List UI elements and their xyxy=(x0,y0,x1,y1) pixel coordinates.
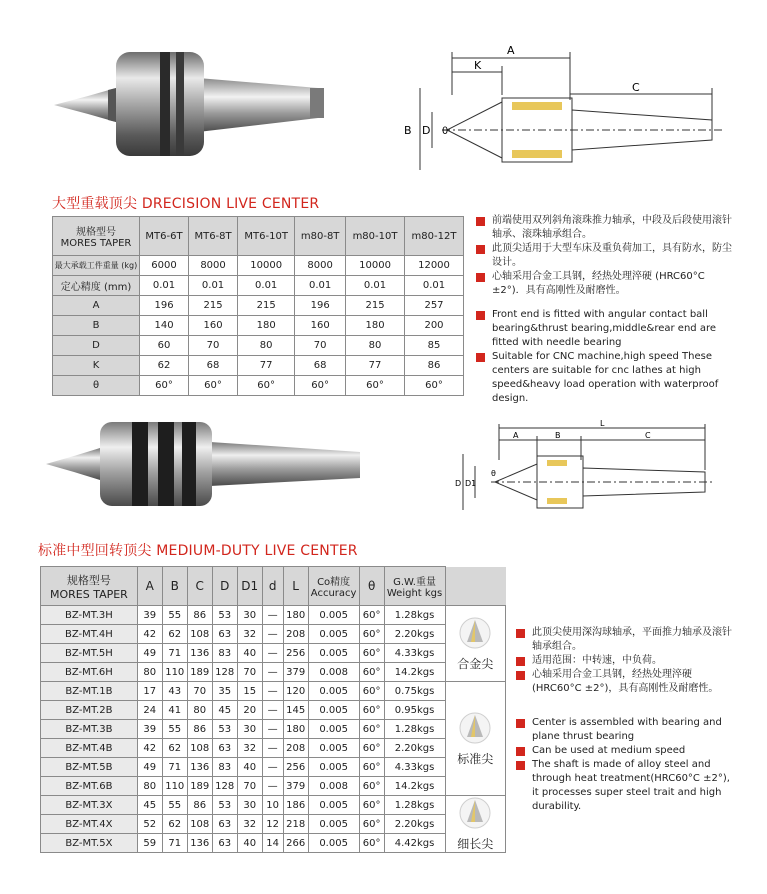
table-row xyxy=(41,758,506,777)
table-cell: 0.005 xyxy=(308,625,359,644)
table-cell: 32 xyxy=(237,739,262,758)
table-cell: 60° xyxy=(359,720,384,739)
table-cell: 71 xyxy=(162,758,187,777)
list-item: The shaft is made of alloy steel and through heat treatment(HRC60°C ±2°), it processes super steel trait and high durability. xyxy=(516,758,738,814)
table-row: 定心精度 (mm) 0.01 0.01 0.01 0.01 0.01 0.01 xyxy=(53,276,464,296)
table-cell: 42 xyxy=(137,625,162,644)
table-cell: 63 xyxy=(212,815,237,834)
diagram2-label-l: L xyxy=(600,420,605,428)
table1-col-header: m80-8T xyxy=(295,217,346,256)
table-cell: 12 xyxy=(262,815,283,834)
table-cell: 53 xyxy=(212,796,237,815)
table-cell: 62 xyxy=(162,739,187,758)
table-cell: 0.75kgs xyxy=(384,682,445,701)
table-row: K 62 68 77 68 77 86 xyxy=(53,356,464,376)
table-cell: — xyxy=(262,777,283,796)
model-cell: BZ-MT.4B xyxy=(41,739,138,758)
table-cell: 42 xyxy=(137,739,162,758)
diagram-label-c: C xyxy=(632,81,640,94)
table-cell: 86 xyxy=(187,796,212,815)
table-cell: 0.005 xyxy=(308,739,359,758)
table-cell: 70 xyxy=(237,663,262,682)
table-cell: 60° xyxy=(359,606,384,625)
table-cell: 30 xyxy=(237,720,262,739)
section2-title: 标准中型回转顶尖 MEDIUM-DUTY LIVE CENTER xyxy=(38,543,358,559)
table-cell: 30 xyxy=(237,796,262,815)
table-row xyxy=(41,739,506,758)
tip-cone-icon xyxy=(458,796,492,830)
section1-title: 大型重载顶尖 DRECISION LIVE CENTER xyxy=(52,196,320,212)
table-cell: 60° xyxy=(359,815,384,834)
table-cell: 83 xyxy=(212,644,237,663)
table-cell: 60° xyxy=(359,777,384,796)
table-cell: 180 xyxy=(283,720,308,739)
table-cell: 110 xyxy=(162,663,187,682)
table-cell: 60° xyxy=(359,739,384,758)
table-cell: 70 xyxy=(187,682,212,701)
table2-header-a: A xyxy=(137,567,162,606)
table-row xyxy=(41,625,506,644)
table-cell: 2.20kgs xyxy=(384,815,445,834)
table-cell: 145 xyxy=(283,701,308,720)
table-cell: 43 xyxy=(162,682,187,701)
tip-cone-icon xyxy=(458,711,492,745)
list-item: 前端使用双列斜角滚珠推力轴承，中段及后段使用滚针轴承、滚珠轴承组合。 xyxy=(476,214,738,242)
table-row: D 60 70 80 70 80 85 xyxy=(53,336,464,356)
table-cell: 208 xyxy=(283,739,308,758)
table-cell: 86 xyxy=(187,720,212,739)
list-item: 心轴采用合金工具钢，经热处理淬硬 (HRC60°C ±2°)．具有高刚性及耐磨性。 xyxy=(476,270,738,298)
table-cell: 108 xyxy=(187,625,212,644)
table-cell: 20 xyxy=(237,701,262,720)
table-cell: 30 xyxy=(237,606,262,625)
diagram-label-a: A xyxy=(507,44,515,57)
table-cell: 15 xyxy=(237,682,262,701)
table-cell: 0.005 xyxy=(308,834,359,853)
model-cell: BZ-MT.1B xyxy=(41,682,138,701)
table-cell: 80 xyxy=(187,701,212,720)
table-cell: 218 xyxy=(283,815,308,834)
table-cell: 128 xyxy=(212,777,237,796)
table-cell: 379 xyxy=(283,663,308,682)
table-cell: 17 xyxy=(137,682,162,701)
table-cell: 60° xyxy=(359,644,384,663)
diagram2-label-d: D xyxy=(455,479,462,488)
model-cell: BZ-MT.5B xyxy=(41,758,138,777)
heavy-duty-center-diagram xyxy=(402,40,732,190)
table-cell: 0.005 xyxy=(308,701,359,720)
diagram2-label-a: A xyxy=(513,431,519,440)
table-cell: 60° xyxy=(359,701,384,720)
model-cell: BZ-MT.4H xyxy=(41,625,138,644)
table-cell: — xyxy=(262,701,283,720)
table-cell: 60° xyxy=(359,796,384,815)
table-cell: 53 xyxy=(212,606,237,625)
table1-col-header: MT6-10T xyxy=(238,217,295,256)
tip-cone-icon xyxy=(458,616,492,650)
table-cell: 62 xyxy=(162,815,187,834)
diagram2-label-theta: θ xyxy=(491,469,496,478)
bullet-square-icon xyxy=(516,671,525,680)
tip-type-label: 标准尖 xyxy=(457,751,494,766)
model-cell: BZ-MT.5H xyxy=(41,644,138,663)
table-cell: 0.005 xyxy=(308,644,359,663)
model-cell: BZ-MT.6B xyxy=(41,777,138,796)
table-cell: 49 xyxy=(137,644,162,663)
table2-header-d1: D1 xyxy=(237,567,262,606)
table-cell: 136 xyxy=(187,644,212,663)
table-cell: 189 xyxy=(187,777,212,796)
table-cell: 24 xyxy=(137,701,162,720)
list-item: 此顶尖使用深沟球轴承，平面推力轴承及滚针轴承组合。 xyxy=(516,626,738,654)
bullet-square-icon xyxy=(516,719,525,728)
diagram2-label-c: C xyxy=(645,431,651,440)
bullet-square-icon xyxy=(516,747,525,756)
tip-type-cell xyxy=(445,606,505,682)
tip-type-label: 合金尖 xyxy=(457,656,494,671)
table-cell: 53 xyxy=(212,720,237,739)
table-row xyxy=(41,777,506,796)
table-cell: 40 xyxy=(237,758,262,777)
table-row: B 140 160 180 160 180 200 xyxy=(53,316,464,336)
table-cell: 0.005 xyxy=(308,815,359,834)
table-cell: 0.005 xyxy=(308,796,359,815)
table-cell: 0.008 xyxy=(308,663,359,682)
table-cell: 180 xyxy=(283,606,308,625)
medium-duty-spec-table xyxy=(40,566,506,853)
table-cell: 80 xyxy=(137,777,162,796)
table-cell: 4.33kgs xyxy=(384,644,445,663)
table-cell: 32 xyxy=(237,625,262,644)
table-cell: 10 xyxy=(262,796,283,815)
table-cell: 1.28kgs xyxy=(384,606,445,625)
list-item: Can be used at medium speed xyxy=(516,744,738,758)
section1-notes xyxy=(476,214,738,406)
table-cell: 2.20kgs xyxy=(384,739,445,758)
table-cell: 0.008 xyxy=(308,777,359,796)
bullet-square-icon xyxy=(516,657,525,666)
table-cell: 4.42kgs xyxy=(384,834,445,853)
table-cell: 128 xyxy=(212,663,237,682)
table-cell: 256 xyxy=(283,644,308,663)
diagram-label-k: K xyxy=(474,59,482,72)
table-cell: 108 xyxy=(187,739,212,758)
diagram-label-theta: θ xyxy=(442,126,449,137)
table-row xyxy=(41,720,506,739)
table-row xyxy=(41,644,506,663)
table2-header-accuracy: Co精度 Accuracy xyxy=(308,567,359,606)
table-cell: 39 xyxy=(137,720,162,739)
list-item: 适用范围：中转速，中负荷。 xyxy=(516,654,738,668)
table-row xyxy=(41,815,506,834)
tip-type-cell xyxy=(445,682,505,796)
list-item: 心轴采用合金工具钢，经热处理淬硬 (HRC60°C ±2°)，具有高刚性及耐磨性。 xyxy=(516,668,738,696)
diagram2-label-b: B xyxy=(555,431,561,440)
table-row xyxy=(41,701,506,720)
table-cell: 63 xyxy=(212,739,237,758)
table-row xyxy=(41,682,506,701)
diagram-label-d: D xyxy=(422,124,431,137)
heavy-duty-spec-table xyxy=(52,216,464,396)
table2-header-b: B xyxy=(162,567,187,606)
table2-header-c: C xyxy=(187,567,212,606)
model-cell: BZ-MT.3B xyxy=(41,720,138,739)
bullet-square-icon xyxy=(476,311,485,320)
table-cell: 45 xyxy=(137,796,162,815)
table2-header-weight: G.W.重量 Weight kgs xyxy=(384,567,445,606)
table-cell: 0.005 xyxy=(308,682,359,701)
table-row: A 196 215 215 196 215 257 xyxy=(53,296,464,316)
list-item: Center is assembled with bearing and plane thrust bearing xyxy=(516,716,738,744)
table-cell: 108 xyxy=(187,815,212,834)
table-cell: 60° xyxy=(359,758,384,777)
table-cell: 63 xyxy=(212,834,237,853)
table-cell: 14 xyxy=(262,834,283,853)
table1-col-header: MT6-6T xyxy=(140,217,189,256)
table1-col-header: m80-10T xyxy=(346,217,405,256)
bullet-square-icon xyxy=(476,353,485,362)
table-cell: 83 xyxy=(212,758,237,777)
table-cell: — xyxy=(262,758,283,777)
table-cell: 70 xyxy=(237,777,262,796)
table2-header-theta: θ xyxy=(359,567,384,606)
model-cell: BZ-MT.5X xyxy=(41,834,138,853)
table-cell: 63 xyxy=(212,625,237,644)
table-cell: 14.2kgs xyxy=(384,777,445,796)
table-cell: — xyxy=(262,625,283,644)
tip-type-label: 细长尖 xyxy=(457,837,494,851)
model-cell: BZ-MT.3H xyxy=(41,606,138,625)
table-cell: 35 xyxy=(212,682,237,701)
table-cell: — xyxy=(262,720,283,739)
table-cell: 0.005 xyxy=(308,606,359,625)
table-cell: — xyxy=(262,663,283,682)
table1-header-label: 规格型号 MORES TAPER xyxy=(53,217,140,256)
table2-header-d: D xyxy=(212,567,237,606)
list-item: Front end is fitted with angular contact ball bearing&thrust bearing,middle&rear end are fitted with needle bearing xyxy=(476,308,738,350)
table-cell: 39 xyxy=(137,606,162,625)
bullet-square-icon xyxy=(516,761,525,770)
heavy-duty-live-center-photo xyxy=(48,30,338,180)
table-cell: 0.005 xyxy=(308,758,359,777)
table-cell: 0.005 xyxy=(308,720,359,739)
table-cell: 60° xyxy=(359,663,384,682)
table-cell: 379 xyxy=(283,777,308,796)
table1-col-header: m80-12T xyxy=(405,217,464,256)
table-cell: 2.20kgs xyxy=(384,625,445,644)
table2-header-small-d: d xyxy=(262,567,283,606)
diagram-label-b: B xyxy=(404,124,412,137)
medium-duty-center-diagram xyxy=(455,420,725,520)
table-cell: 186 xyxy=(283,796,308,815)
bullet-square-icon xyxy=(476,217,485,226)
table2-header-model: 规格型号 MORES TAPER xyxy=(41,567,138,606)
table1-col-header: MT6-8T xyxy=(189,217,238,256)
table-cell: 55 xyxy=(162,720,187,739)
table-row xyxy=(41,834,506,853)
bullet-square-icon xyxy=(476,245,485,254)
table-cell: 52 xyxy=(137,815,162,834)
table-cell: 60° xyxy=(359,834,384,853)
table-cell: — xyxy=(262,739,283,758)
table-row xyxy=(41,796,506,815)
section2-notes xyxy=(516,626,738,814)
model-cell: BZ-MT.3X xyxy=(41,796,138,815)
model-cell: BZ-MT.6H xyxy=(41,663,138,682)
table-cell: 208 xyxy=(283,625,308,644)
table-cell: 60° xyxy=(359,682,384,701)
table-cell: 0.95kgs xyxy=(384,701,445,720)
table-cell: 60° xyxy=(359,625,384,644)
table-cell: — xyxy=(262,682,283,701)
table-cell: 80 xyxy=(137,663,162,682)
table-row xyxy=(41,663,506,682)
table-cell: 136 xyxy=(187,834,212,853)
table-cell: 45 xyxy=(212,701,237,720)
model-cell: BZ-MT.4X xyxy=(41,815,138,834)
table-cell: 14.2kgs xyxy=(384,663,445,682)
table-cell: 110 xyxy=(162,777,187,796)
table-cell: 55 xyxy=(162,606,187,625)
list-item: Suitable for CNC machine,high speed These centers are suitable for cnc lathes at high speed&heavy load operation with waterproof design. xyxy=(476,350,738,406)
diagram2-label-d1: D1 xyxy=(465,479,477,488)
table-cell: 189 xyxy=(187,663,212,682)
table-cell: 49 xyxy=(137,758,162,777)
table-cell: 1.28kgs xyxy=(384,796,445,815)
table-cell: 32 xyxy=(237,815,262,834)
bullet-square-icon xyxy=(476,273,485,282)
model-cell: BZ-MT.2B xyxy=(41,701,138,720)
tip-type-cell xyxy=(445,796,505,853)
table-cell: 71 xyxy=(162,834,187,853)
table-cell: 256 xyxy=(283,758,308,777)
table-row: θ 60° 60° 60° 60° 60° 60° xyxy=(53,376,464,396)
medium-duty-live-center-photo xyxy=(40,408,370,518)
table-cell: 62 xyxy=(162,625,187,644)
table-cell: 59 xyxy=(137,834,162,853)
table-cell: 4.33kgs xyxy=(384,758,445,777)
table-row xyxy=(41,606,506,625)
table-cell: 86 xyxy=(187,606,212,625)
table-cell: — xyxy=(262,644,283,663)
table-cell: 120 xyxy=(283,682,308,701)
table-cell: 40 xyxy=(237,834,262,853)
table-cell: 1.28kgs xyxy=(384,720,445,739)
table-row: 最大承载工件重量 (kg) 6000 8000 10000 8000 10000 12000 xyxy=(53,256,464,276)
table-cell: 71 xyxy=(162,644,187,663)
table2-header-l: L xyxy=(283,567,308,606)
table-cell: 266 xyxy=(283,834,308,853)
table-cell: 41 xyxy=(162,701,187,720)
bullet-square-icon xyxy=(516,629,525,638)
table-cell: 40 xyxy=(237,644,262,663)
table-cell: 55 xyxy=(162,796,187,815)
table-cell: — xyxy=(262,606,283,625)
table-cell: 136 xyxy=(187,758,212,777)
list-item: 此顶尖适用于大型车床及重负荷加工，具有防水，防尘设计。 xyxy=(476,242,738,270)
